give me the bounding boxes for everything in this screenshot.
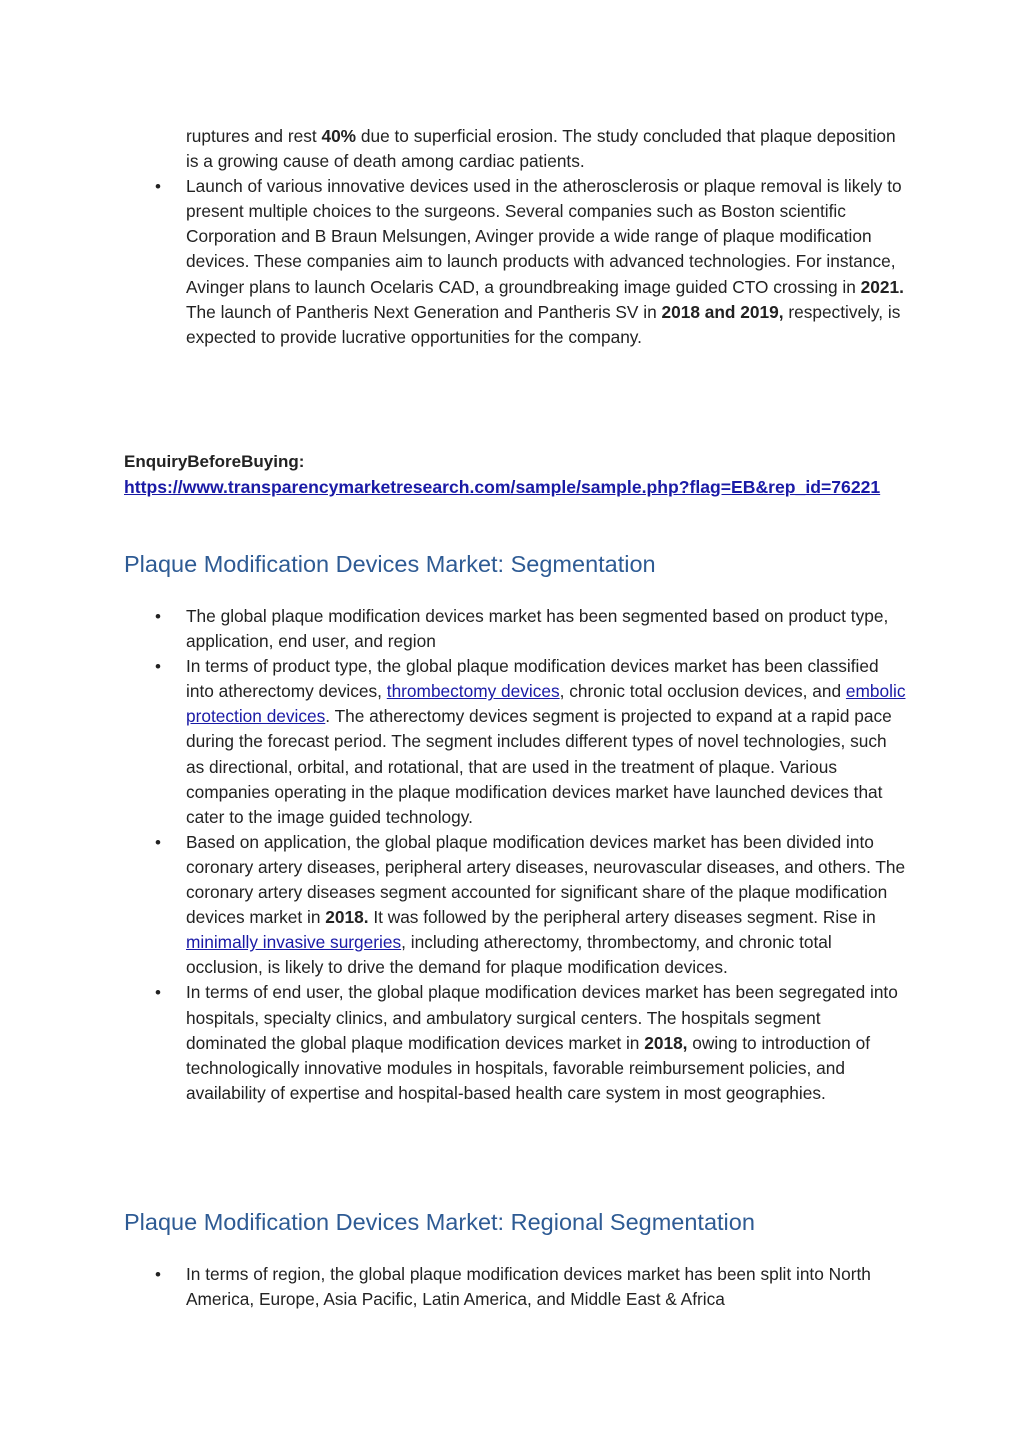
text-run: respectively, is expected to provide lucrative opportunities for the company. [186, 301, 901, 347]
text-run: Based on application, the global plaque modification devices market has been divided into coronary artery diseases, peripheral artery diseases, neurovascular diseases, and others. The coronary artery diseases segment accounted for significant share of the plaque modification devices market in [186, 831, 906, 928]
enquiry-link[interactable]: https://www.transparencymarketresearch.com/sample/sample.php?flag=EB&rep_id=76221 [124, 477, 881, 497]
bold-stat: 40% [321, 126, 357, 146]
segmentation-list-item [186, 604, 906, 654]
text-run: The launch of Pantheris Next Generation and Pantheris SV in [186, 301, 662, 322]
segmentation-list-item [186, 654, 906, 830]
text-run: In terms of product type, the global plaque modification devices market has been classified into atherectomy devices, [186, 656, 879, 702]
bold-year: 2021. [860, 276, 904, 297]
embolic-protection-devices-link[interactable]: embolic protection devices [186, 681, 906, 727]
text-run: The global plaque modification devices market has been segmented based on product type, application, end user, and region [186, 606, 889, 652]
text-run: , chronic total occlusion devices, and [559, 681, 846, 702]
text-run: It was followed by the peripheral artery diseases segment. Rise in [368, 907, 876, 928]
text-run: In terms of end user, the global plaque modification devices market has been segregated into hospitals, specialty clinics, and ambulatory surgical centers. The hospitals segment dominated the global plaque modification devices market in [186, 982, 898, 1053]
text-run: Launch of various innovative devices used in the atherosclerosis or plaque removal is likely to present multiple choices to the surgeons. Several companies such as Boston scientific Corporation and B Braun Melsungen, Avinger provide a wide range of plaque modification devices. These companies aim to launch products with advanced technologies. For instance, Avinger plans to launch Ocelaris CAD, a groundbreaking image guided CTO crossing in [186, 176, 902, 297]
intro-bullet-list [186, 124, 906, 350]
segmentation-bullet-list [186, 604, 906, 1106]
text-run: owing to introduction of technologically innovative modules in hospitals, favorable reimbursement policies, and availability of expertise and hospital-based health care system in most geographies. [186, 1032, 871, 1103]
text-run: ruptures and rest [186, 126, 322, 146]
intro-list-item [186, 174, 906, 350]
regional-list-item [186, 1262, 906, 1312]
regional-bullet-list [186, 1262, 906, 1312]
intro-list-item-continued [186, 124, 906, 174]
bold-years: 2018 and 2019, [661, 301, 784, 322]
segmentation-list-item [186, 980, 906, 1105]
bold-year: 2018. [325, 907, 369, 928]
text-run: due to superficial erosion. The study concluded that plaque deposition is a growing cause of death among cardiac patients. [186, 126, 896, 172]
regional-heading: Plaque Modification Devices Market: Regional Segmentation [124, 1209, 755, 1235]
text-run: . The atherectomy devices segment is projected to expand at a rapid pace during the forecast period. The segment includes different types of novel technologies, such as directional, orbital, and rotational, that are used in the treatment of plaque. Various companies operating in the plaque modification devices market have launched devices that cater to the image guided technology. [186, 706, 892, 827]
bold-year: 2018, [644, 1032, 688, 1053]
text-run: , including atherectomy, thrombectomy, and chronic total occlusion, is likely to drive the demand for plaque modification devices. [186, 932, 832, 978]
enquiry-label: EnquiryBeforeBuying: [124, 452, 305, 471]
segmentation-list-item [186, 830, 906, 981]
thrombectomy-devices-link[interactable]: thrombectomy devices [386, 681, 560, 702]
segmentation-heading: Plaque Modification Devices Market: Segmentation [124, 551, 656, 577]
text-run: In terms of region, the global plaque modification devices market has been split into North America, Europe, Asia Pacific, Latin America, and Middle East & Africa [186, 1264, 871, 1310]
minimally-invasive-surgeries-link[interactable]: minimally invasive surgeries [186, 932, 402, 953]
